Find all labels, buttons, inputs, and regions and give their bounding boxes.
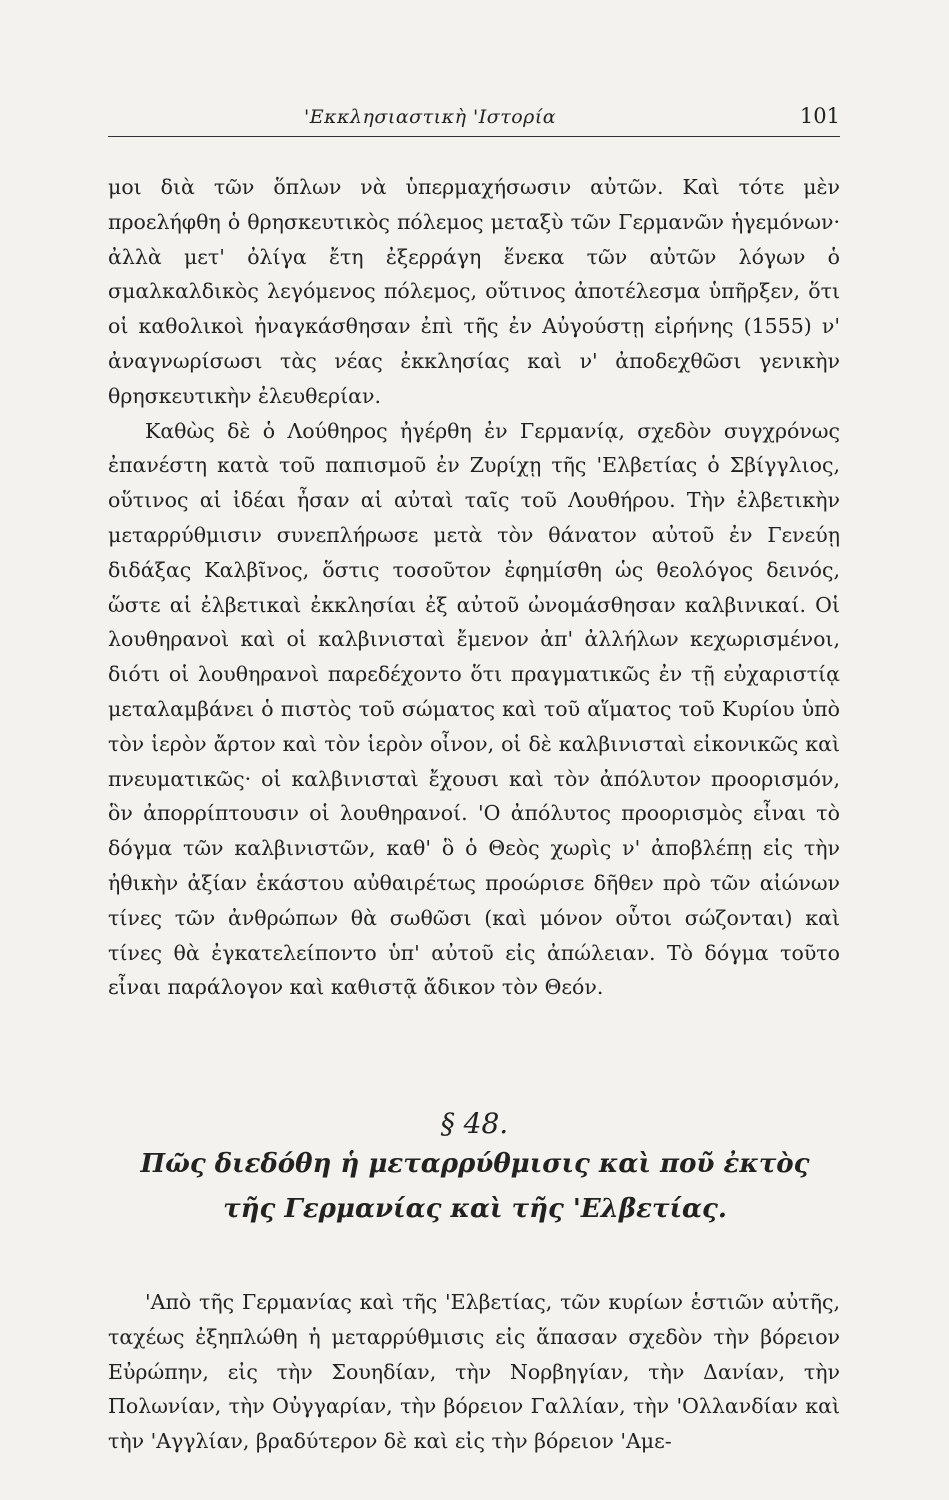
paragraph-spread: 'Απὸ τῆς Γερμανίας καὶ τῆς 'Ελβετίας, τῶν κυρίων ἑστιῶν αὐτῆς, ταχέως ἐξηπλώθη ἡ μεταρρύθμισις εἰς ἅπασαν σχεδὸν τὴν βόρειον Εὐρώπην, εἰς τὴν Σουηδίαν, τὴν Νορβηγίαν, τὴν Δανίαν, τὴν Πολωνίαν, τὴν Οὐγγαρίαν, τὴν βόρειον Γαλλίαν, τὴν 'Ολλανδίαν καὶ τὴν 'Αγγλίαν, βραδύτερον δὲ καὶ εἰς τὴν βόρειον 'Αμε- (108, 1290, 840, 1454)
body-text (108, 170, 840, 1005)
section-title (100, 1142, 850, 1232)
paragraph-continuation: μοι διὰ τῶν ὅπλων νὰ ὑπερμαχήσωσιν αὐτῶν. Καὶ τότε μὲν προελήφθη ὁ θρησκευτικὸς πόλεμος μεταξὺ τῶν Γερμανῶν ἡγεμόνων· ἀλλὰ μετ' ὀλίγα ἔτη ἐξερράγη ἕνεκα τῶν αὐτῶν λόγων ὁ σμαλκαλδικὸς λεγόμενος πόλεμος, οὕτινος ἀποτέλεσμα ὑπῆρξεν, ὅτι οἱ καθολικοὶ ἠναγκάσθησαν ἐπὶ τῆς ἐν Αὐγούστῃ εἰρήνης (1555) ν' ἀναγνωρίσωσι τὰς νέας ἐκκλησίας καὶ ν' ἀποδεχθῶσι γενικὴν θρησκευτικὴν ἐλευθερίαν. (108, 175, 840, 408)
section-number: § 48. (440, 1107, 509, 1140)
running-title: 'Εκκλησιαστικὴ 'Ιστορία (304, 106, 557, 128)
page-header (108, 102, 840, 137)
paragraph-zwingli-calvin: Καθὼς δὲ ὁ Λούθηρος ἠγέρθη ἐν Γερμανίᾳ, σχεδὸν συγχρόνως ἐπανέστη κατὰ τοῦ παπισμοῦ ἐν Ζυρίχῃ τῆς 'Ελβετίας ὁ Σβίγγλιος, οὕτινος αἱ ἰδέαι ἦσαν αἱ αὐταὶ ταῖς τοῦ Λουθήρου. Τὴν ἐλβετικὴν μεταρρύθμισιν συνεπλήρωσε μετὰ τὸν θάνατον αὐτοῦ ἐν Γενεύῃ διδάξας Καλβῖνος, ὅστις τοσοῦτον ἐφημίσθη ὡς θεολόγος δεινός, ὥστε αἱ ἐλβετικαὶ ἐκκλησίαι ἐξ αὐτοῦ ὠνομάσθησαν καλβινικαί. Οἱ λουθηρανοὶ καὶ οἱ καλβινισταὶ ἔμενον ἀπ' ἀλλήλων κεχωρισμένοι, διότι οἱ λουθηρανοὶ παρεδέχοντο ὅτι πραγματικῶς ἐν τῇ εὐχαριστίᾳ μεταλαμβάνει ὁ πιστὸς τοῦ σώματος καὶ τοῦ αἵματος τοῦ Κυρίου ὑπὸ τὸν ἱερὸν ἄρτον καὶ τὸν ἱερὸν οἶνον, οἱ δὲ καλβινισταὶ εἰκονικῶς καὶ πνευματικῶς· οἱ καλβινισταὶ ἔχουσι καὶ τὸν ἀπόλυτον προορισμόν, ὃν ἀπορρίπτουσιν οἱ λουθηρανοί. 'Ο ἀπόλυτος προορισμὸς εἶναι τὸ δόγμα τῶν καλβινιστῶν, καθ' ὃ ὁ Θεὸς χωρὶς ν' ἀποβλέπῃ εἰς τὴν ἠθικὴν ἀξίαν ἑκάστου αὐθαιρέτως προώρισε δῆθεν πρὸ τῶν αἰώνων τίνες τῶν ἀνθρώπων θὰ σωθῶσι (καὶ μόνον οὗτοι σώζονται) καὶ τίνες θὰ ἐγκατελείποντο ὑπ' αὐτοῦ εἰς ἀπώλειαν. Τὸ δόγμα τοῦτο εἶναι παράλογον καὶ καθιστᾷ ἄδικον τὸν Θεόν. (108, 418, 840, 1000)
page-number: 101 (799, 104, 840, 128)
section-title-line-1: Πῶς διεδόθη ἡ μεταρρύθμισις καὶ ποῦ ἐκτὸς (140, 1149, 810, 1179)
section-title-line-2: τῆς Γερμανίας καὶ τῆς 'Ελβετίας. (223, 1194, 727, 1224)
section-body-text (108, 1285, 840, 1459)
